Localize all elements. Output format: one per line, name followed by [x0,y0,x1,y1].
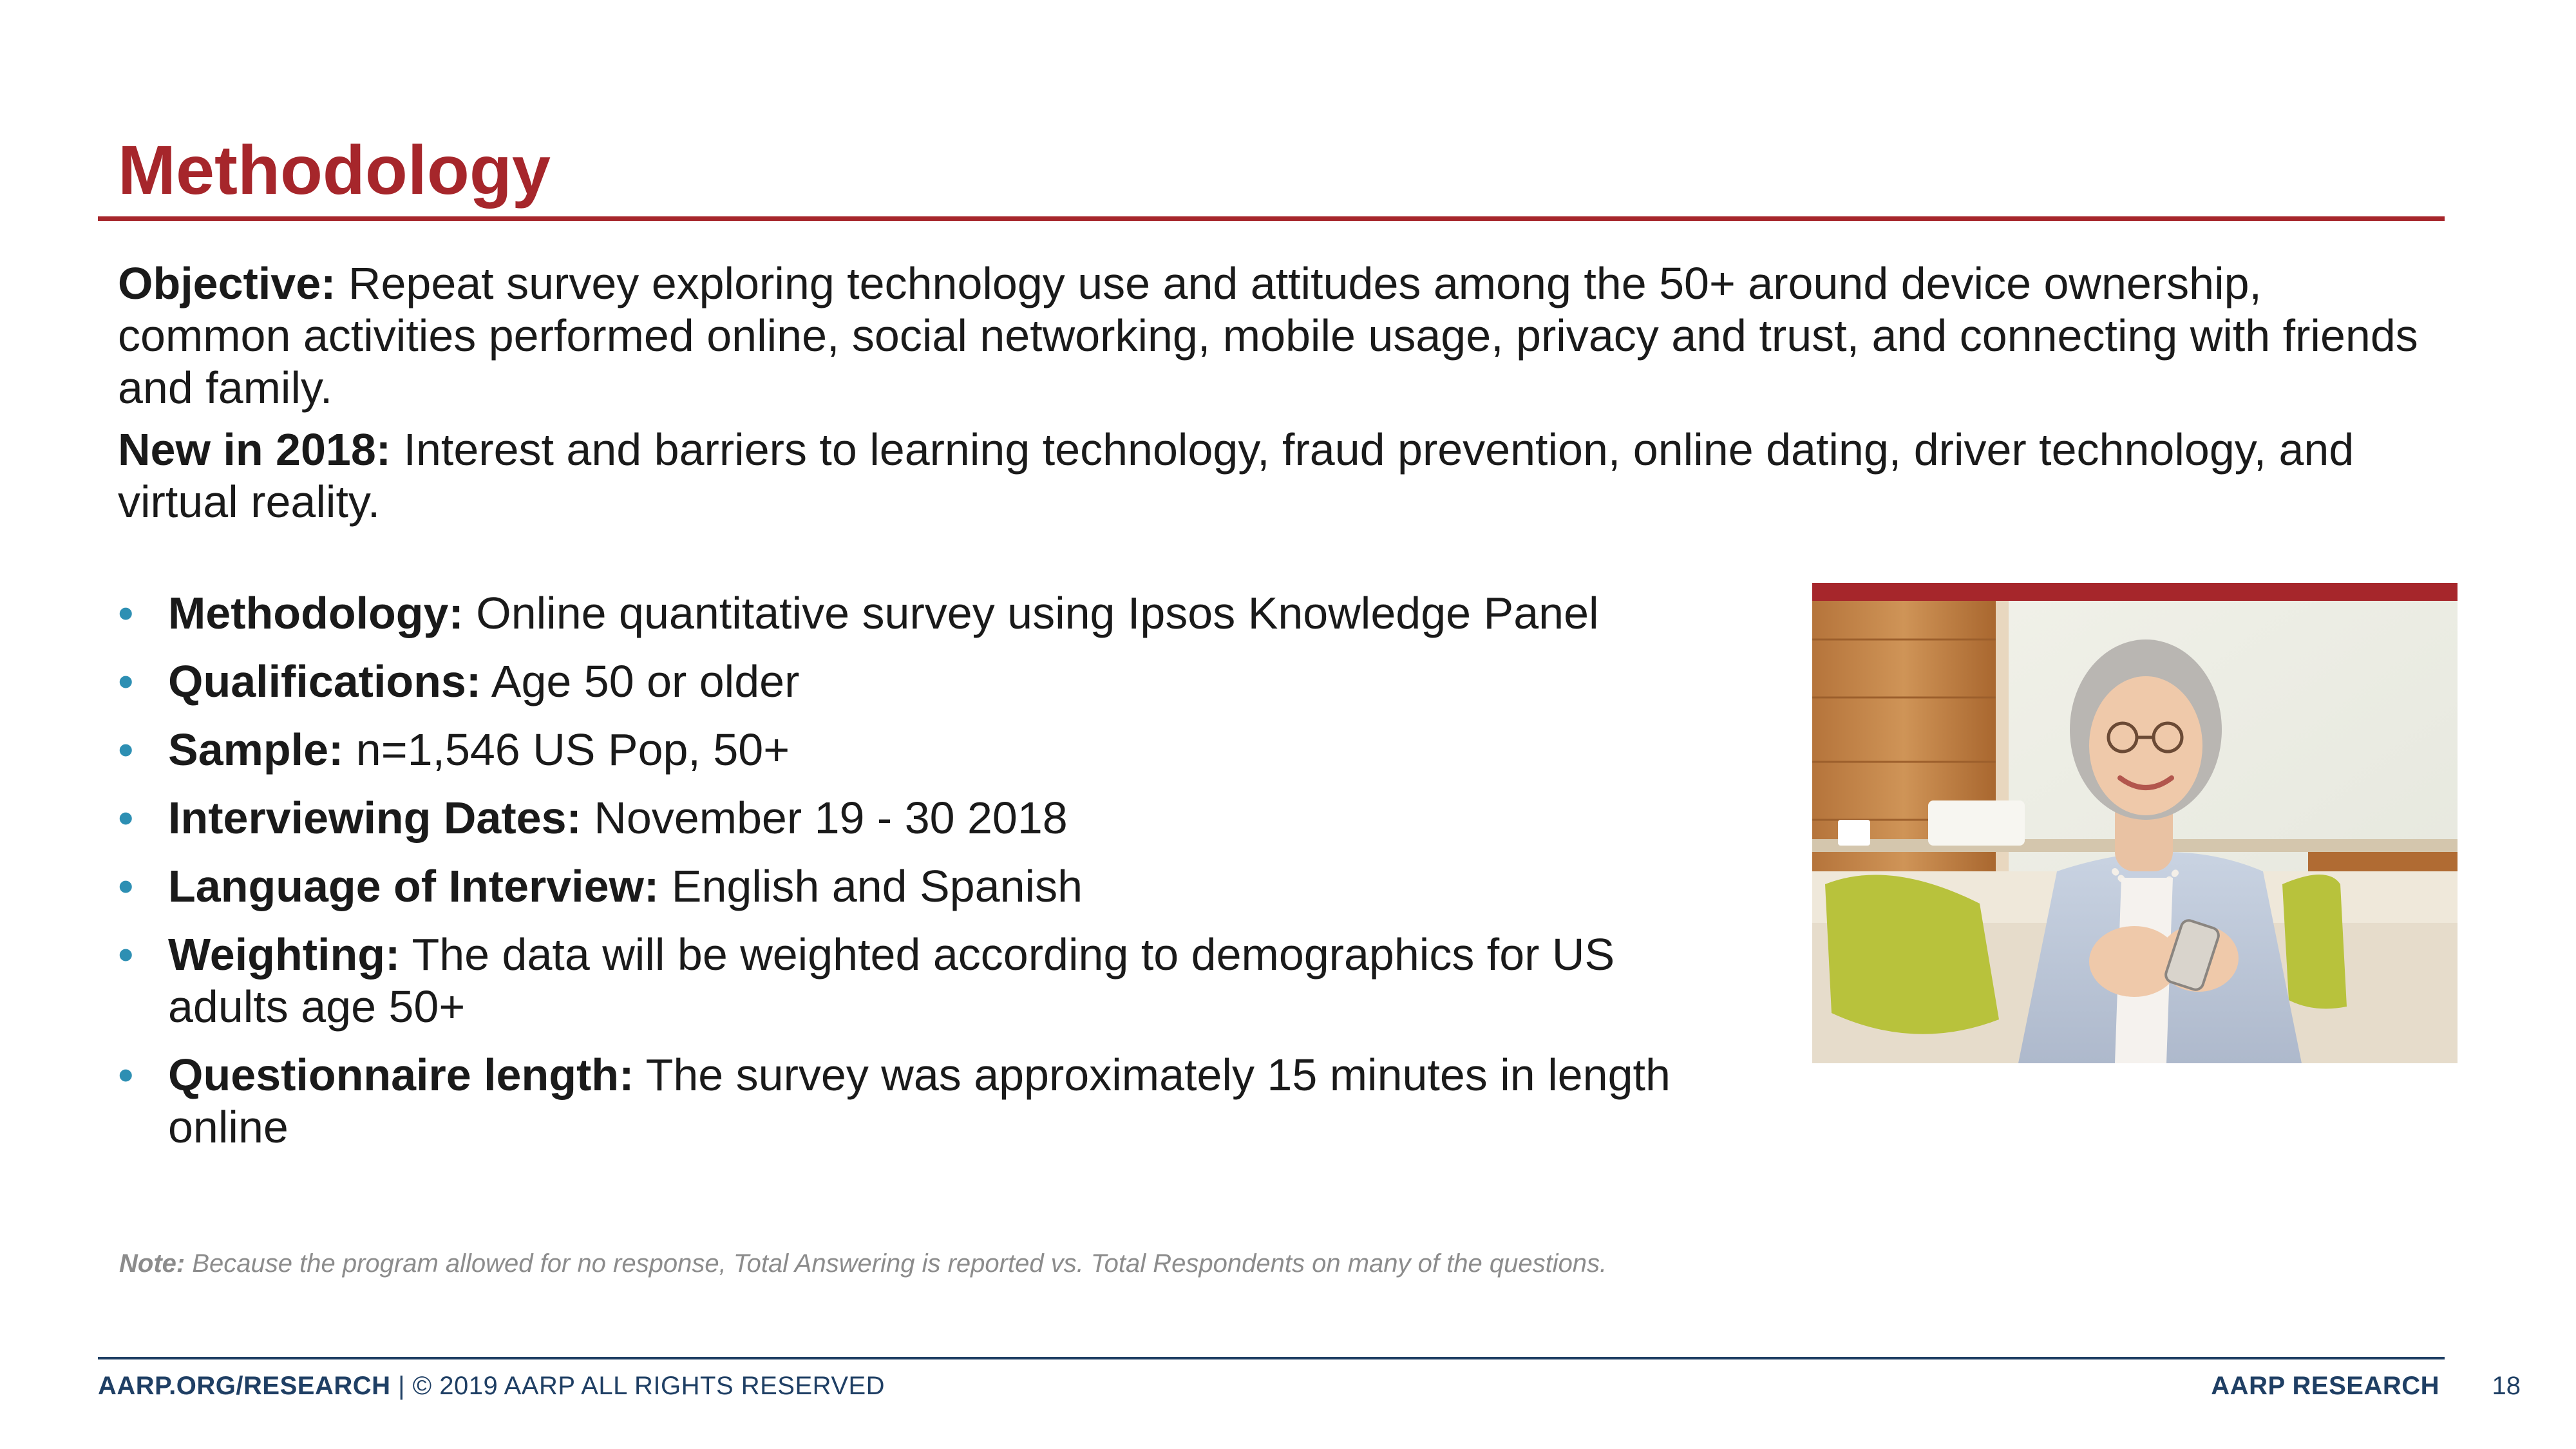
note-label: Note: [119,1249,185,1278]
bullet-item-sample [118,724,1741,776]
objective-paragraph [118,258,2436,414]
bullet-icon: • [118,656,134,706]
new-in-2018-label: New in 2018: [118,424,392,475]
bullet-icon: • [118,793,134,843]
objective-text: Repeat survey exploring technology use and attitudes among the 50+ around device ownership, common activities performed online, social networking, mobile usage, privacy and trust, and connecting with friends and family. [118,258,2418,413]
bullet-label: Methodology: [168,588,464,638]
bullet-label: Language of Interview: [168,861,659,911]
bullet-text: Online quantitative survey using Ipsos Knowledge Panel [463,588,1599,638]
note-text: Because the program allowed for no response, Total Answering is reported vs. Total Respondents on many of the questions. [185,1249,1607,1278]
bullet-label: Sample: [168,724,344,775]
bullet-icon: • [118,861,134,911]
bullet-item-language [118,860,1741,913]
page-title: Methodology [118,131,551,209]
bullet-text: The survey was approximately 15 minutes in length online [168,1050,1671,1152]
methodology-bullet-list [118,587,1741,1170]
bullet-text: Age 50 or older [481,656,800,706]
bullet-text: The data will be weighted according to demographics for US adults age 50+ [168,929,1615,1032]
photo-senior-woman-with-phone [1812,601,2458,1063]
bullet-item-methodology [118,587,1741,639]
footer-divider [98,1357,2445,1359]
bullet-icon: • [118,929,134,980]
bullet-label: Interviewing Dates: [168,793,582,843]
footer-left [98,1372,885,1401]
footnote [119,1249,1607,1278]
bullet-icon: • [118,724,134,775]
footer-site-link[interactable]: AARP.ORG/RESEARCH [98,1372,391,1400]
footer-copyright: | © 2019 AARP ALL RIGHTS RESERVED [390,1372,886,1400]
bullet-item-interviewing-dates [118,792,1741,844]
bullet-text: n=1,546 US Pop, 50+ [343,724,790,775]
bullet-item-qualifications [118,656,1741,708]
bullet-label: Qualifications: [168,656,482,706]
bullet-text: English and Spanish [659,861,1083,911]
new-in-2018-text: Interest and barriers to learning technology, fraud prevention, online dating, driver technology, and virtual reality. [118,424,2354,527]
bullet-item-questionnaire-length [118,1049,1741,1153]
new-in-2018-paragraph [118,424,2436,528]
title-divider [98,216,2445,221]
bullet-icon: • [118,1050,134,1100]
bullet-label: Weighting: [168,929,401,980]
footer-brand: AARP RESEARCH [2211,1372,2439,1400]
bullet-icon: • [118,588,134,638]
bullet-text: November 19 - 30 2018 [581,793,1068,843]
bullet-label: Questionnaire length: [168,1050,634,1100]
page-number: 18 [2492,1372,2521,1400]
photo-illustration [1812,601,2458,1063]
photo-accent-bar [1812,583,2458,601]
bullet-item-weighting [118,929,1741,1033]
objective-label: Objective: [118,258,336,308]
